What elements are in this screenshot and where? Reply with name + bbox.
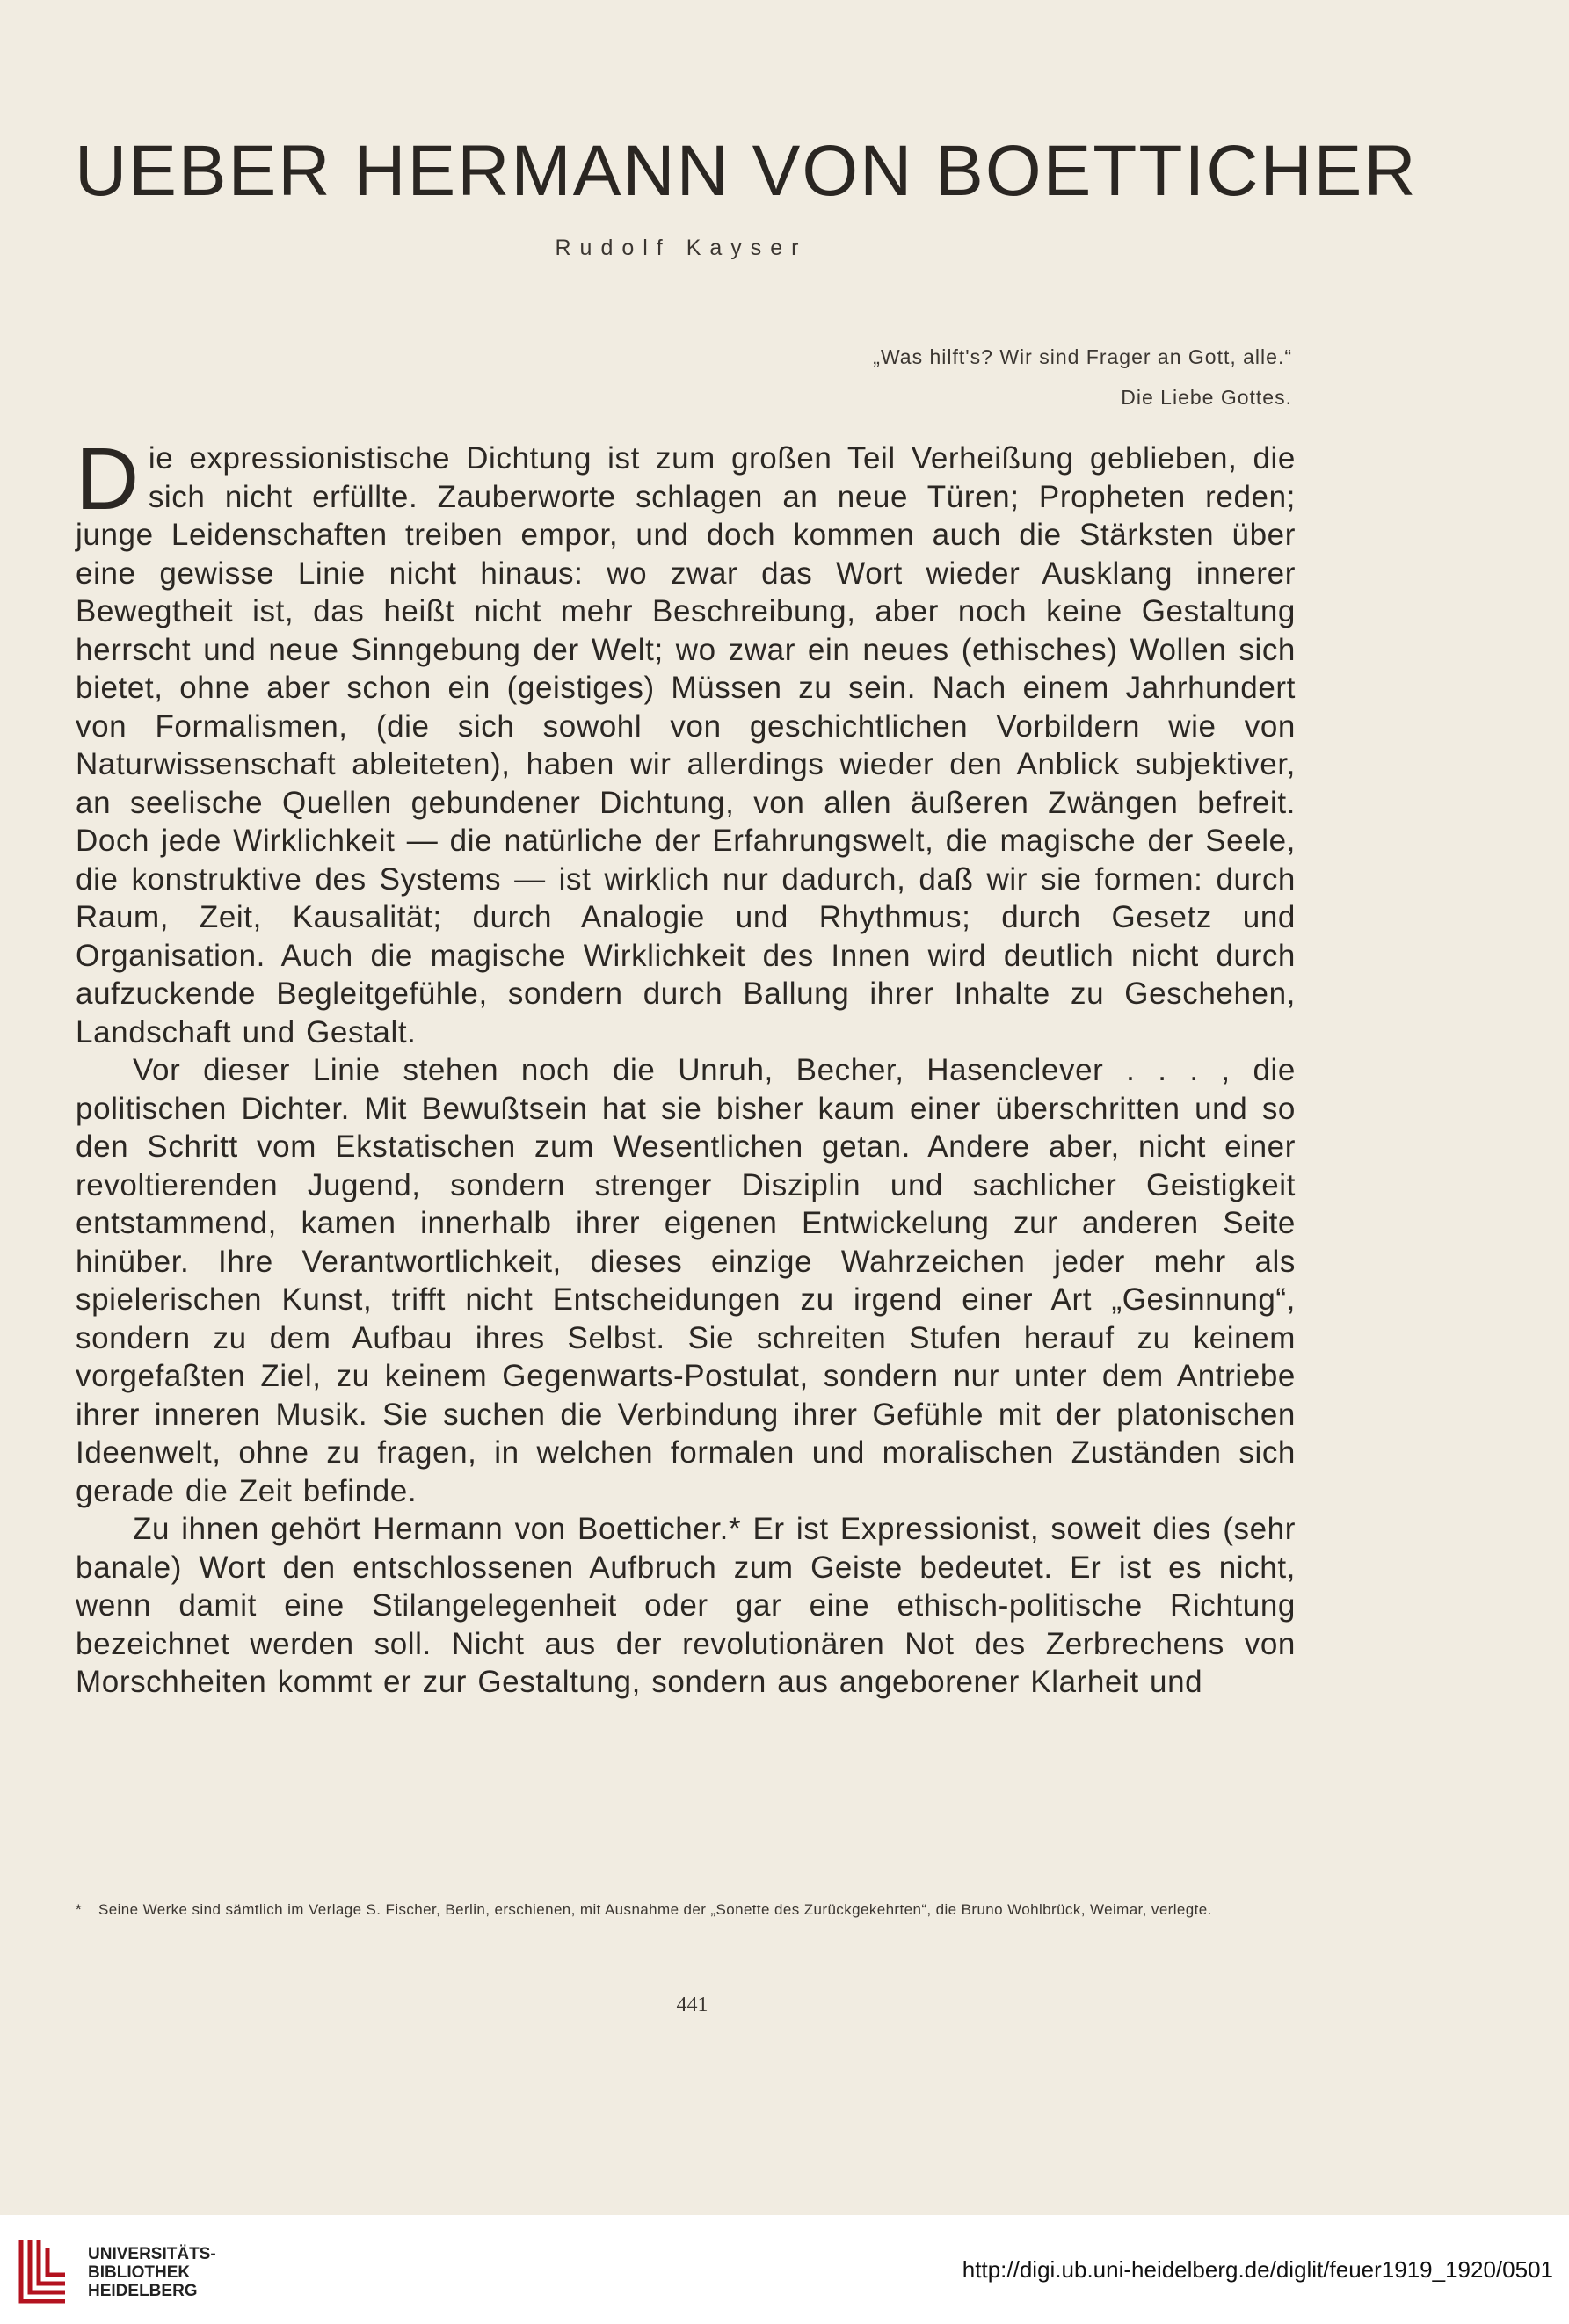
page-number: 441 xyxy=(676,1994,708,2016)
paragraph-2: Vor dieser Linie stehen noch die Unruh, Becher, Hasenclever . . . , die politischen Dichter. Mit Bewußtsein hat sie bisher kaum einer überschritten und so den Schritt vom Ekstatischen zum Wesentlichen getan. Andere aber, nicht einer revoltierenden Jugend, sondern strenger Disziplin und sachlicher Geistigkeit entstammend, kamen innerhalb ihrer eigenen Entwickelung zur anderen Seite hinüber. Ihre Verantwortlichkeit, dieses einzige Wahrzeichen jeder mehr als spielerischen Kunst, trifft nicht Entscheidungen zu irgend einer Art „Gesinnung“, sondern zu dem Aufbau ihres Selbst. Sie schreiten Stufen herauf zu keinem vorgefaßten Ziel, zu keinem Gegenwarts-Postulat, sondern nur unter dem Antriebe ihrer inneren Musik. Sie suchen die Verbindung ihrer Gefühle mit der platonischen Ideenwelt, ohne zu fragen, in welchen formalen und moralischen Zuständen sich gerade die Zeit befinde. xyxy=(76,1053,1296,1508)
paragraph-1 xyxy=(76,430,1296,1051)
footnote-text: Seine Werke sind sämtlich im Verlage S. Fischer, Berlin, erschienen, mit Ausnahme der „Sonette des Zurückgekehrten“, die Bruno Wohlbrück, Weimar, verlegte. xyxy=(98,1901,1212,1918)
epigraph xyxy=(873,337,1292,418)
paragraph-3: Zu ihnen gehört Hermann von Boetticher.* Er ist Expressionist, soweit dies (sehr banale) Wort den entschlossenen Aufbruch zum Geiste bedeutet. Er ist es nicht, wenn damit eine Stilangelegenheit oder gar eine ethisch-politische Richtung bezeichnet werden soll. Nicht aus der revolutionären Not des Zerbrechens von Morschheiten kommt er zur Gestaltung, sondern aus angeborener Klarheit und xyxy=(76,1512,1296,1699)
library-name-line: BIBLIOTHEK xyxy=(88,2263,191,2282)
library-name xyxy=(88,2245,216,2300)
library-name-line: HEIDELBERG xyxy=(88,2282,198,2300)
viewer-footer xyxy=(0,2215,1569,2324)
permalink-url[interactable]: http://digi.ub.uni-heidelberg.de/diglit/feuer1919_1920/0501 xyxy=(962,2256,1553,2283)
footnote xyxy=(76,1900,1297,1920)
footnote-mark: * xyxy=(76,1901,83,1918)
library-logo-icon xyxy=(12,2233,74,2308)
library-name-line: UNIVERSITÄTS- xyxy=(88,2245,216,2263)
article-author: Rudolf Kayser xyxy=(555,236,808,260)
paragraph-text: ie expressionistische Dichtung ist zum großen Teil Verheißung geblieben, die sich nicht erfüllte. Zauberworte schlagen an neue Türen; Propheten reden; junge Leidenschaften treiben empor, und doch kommen auch die Stärksten über eine gewisse Linie nicht hinaus: wo zwar das Wort wieder Ausklang innerer Bewegtheit ist, das heißt nicht mehr Beschreibung, aber noch keine Gestaltung herrscht und neue Sinngebung der Welt; wo zwar ein neues (ethisches) Wollen sich bietet, ohne aber schon ein (geistiges) Müssen zu sein. Nach einem Jahrhundert von Formalismen, (die sich sowohl von geschichtlichen Vorbildern wie von Naturwissenschaft ableiteten), haben wir allerdings wieder den Anblick subjektiver, an seelische Quellen gebundener Dichtung, von allen äußeren Zwängen befreit. Doch jede Wirklichkeit — die natürliche der Erfahrungswelt, die magische der Seele, die konstruktive des Systems — ist wirklich nur dadurch, daß wir sie formen: durch Raum, Zeit, Kausalität; durch Analogie und Rhythmus; durch Gesetz und Organisation. Auch die magische Wirklichkeit des Innen wird deutlich nicht durch aufzuckende Begleitgefühle, sondern durch Ballung ihrer Inhalte zu Geschehen, Landschaft und Gestalt. xyxy=(76,441,1296,1049)
article-body xyxy=(76,430,1296,1702)
epigraph-source: Die Liebe Gottes. xyxy=(1121,386,1292,409)
drop-cap: D xyxy=(76,430,140,528)
epigraph-quote: „Was hilft's? Wir sind Frager an Gott, alle.“ xyxy=(873,345,1292,368)
article-title: UEBER HERMANN VON BOETTICHER xyxy=(75,131,1418,211)
